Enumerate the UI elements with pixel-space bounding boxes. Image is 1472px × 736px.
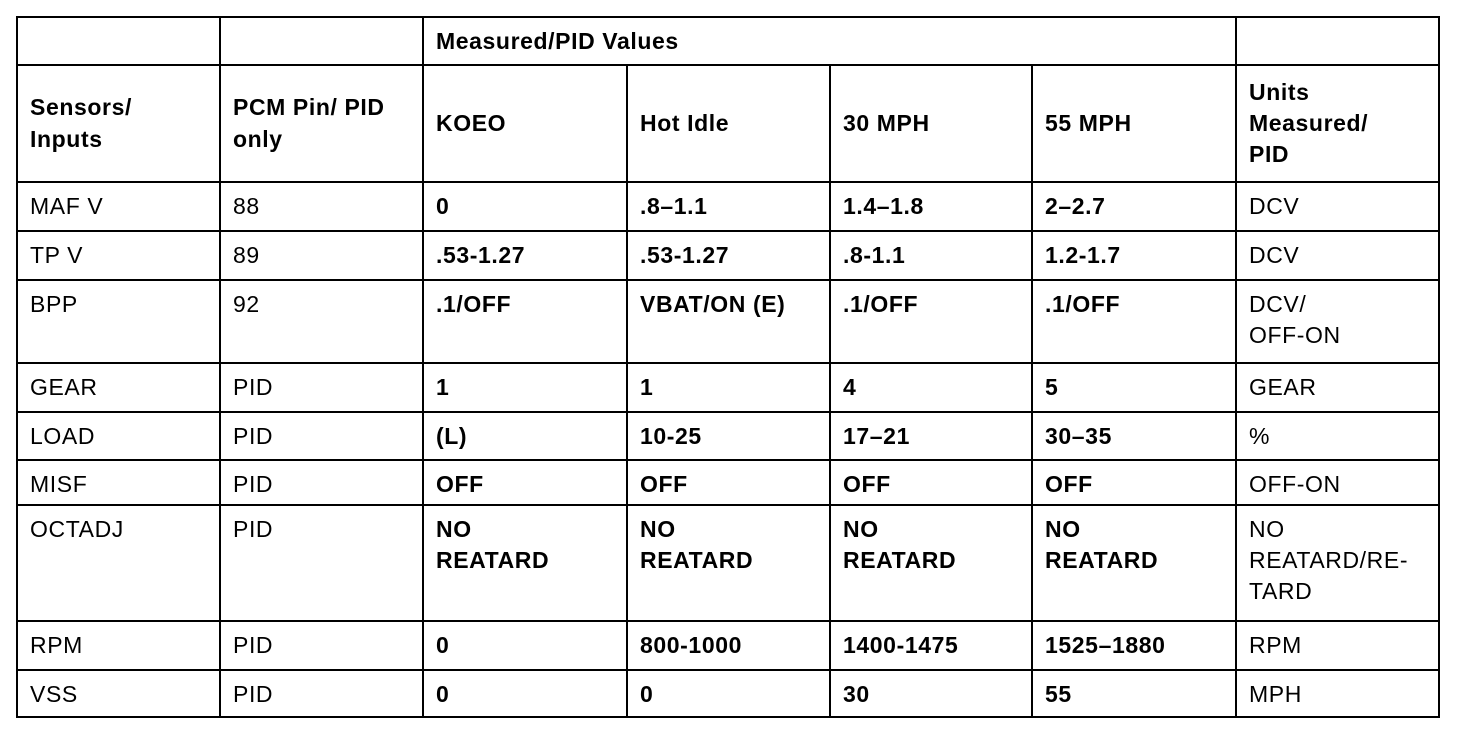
mph55-cell: OFF bbox=[1032, 460, 1236, 505]
hot-idle-cell: .53-1.27 bbox=[627, 231, 830, 280]
pin-cell: PID bbox=[220, 670, 423, 717]
mph55-cell: NO REATARD bbox=[1032, 505, 1236, 621]
header-sensors: Sensors/ Inputs bbox=[17, 65, 220, 182]
pin-cell: PID bbox=[220, 621, 423, 670]
hot-idle-cell: 0 bbox=[627, 670, 830, 717]
mph30-cell: .8-1.1 bbox=[830, 231, 1032, 280]
table-row bbox=[17, 182, 1439, 231]
mph55-cell: 30–35 bbox=[1032, 412, 1236, 460]
koeo-cell: OFF bbox=[423, 460, 627, 505]
koeo-cell: NO REATARD bbox=[423, 505, 627, 621]
pin-cell: 88 bbox=[220, 182, 423, 231]
sensor-cell: MAF V bbox=[17, 182, 220, 231]
hot-idle-cell: OFF bbox=[627, 460, 830, 505]
sensor-cell: OCTADJ bbox=[17, 505, 220, 621]
hot-idle-cell: 10-25 bbox=[627, 412, 830, 460]
hot-idle-cell: 800-1000 bbox=[627, 621, 830, 670]
table-row bbox=[17, 363, 1439, 412]
sensor-cell: LOAD bbox=[17, 412, 220, 460]
mph55-cell: 1.2-1.7 bbox=[1032, 231, 1236, 280]
mph30-cell: 1400-1475 bbox=[830, 621, 1032, 670]
table-row bbox=[17, 231, 1439, 280]
header-hot-idle: Hot Idle bbox=[627, 65, 830, 182]
table-row bbox=[17, 670, 1439, 717]
pin-cell: PID bbox=[220, 460, 423, 505]
mph30-cell: NO REATARD bbox=[830, 505, 1032, 621]
table-row bbox=[17, 621, 1439, 670]
header-blank-cell bbox=[17, 17, 220, 65]
units-cell: RPM bbox=[1236, 621, 1439, 670]
sensor-cell: BPP bbox=[17, 280, 220, 363]
pin-cell: 89 bbox=[220, 231, 423, 280]
sensor-values-table bbox=[16, 16, 1440, 718]
koeo-cell: 0 bbox=[423, 621, 627, 670]
pin-cell: PID bbox=[220, 363, 423, 412]
mph30-cell: 4 bbox=[830, 363, 1032, 412]
units-cell: DCV/ OFF-ON bbox=[1236, 280, 1439, 363]
units-cell: NO REATARD/RE- TARD bbox=[1236, 505, 1439, 621]
mph30-cell: .1/OFF bbox=[830, 280, 1032, 363]
measured-pid-values-header: Measured/PID Values bbox=[423, 17, 1236, 65]
group-header-row bbox=[17, 17, 1439, 65]
header-55-mph: 55 MPH bbox=[1032, 65, 1236, 182]
koeo-cell: 0 bbox=[423, 670, 627, 717]
mph55-cell: 55 bbox=[1032, 670, 1236, 717]
hot-idle-cell: VBAT/ON (E) bbox=[627, 280, 830, 363]
mph30-cell: OFF bbox=[830, 460, 1032, 505]
hot-idle-cell: 1 bbox=[627, 363, 830, 412]
koeo-cell: 0 bbox=[423, 182, 627, 231]
sensor-cell: RPM bbox=[17, 621, 220, 670]
pin-cell: 92 bbox=[220, 280, 423, 363]
sensor-cell: GEAR bbox=[17, 363, 220, 412]
table-row bbox=[17, 280, 1439, 363]
mph30-cell: 1.4–1.8 bbox=[830, 182, 1032, 231]
sensor-cell: MISF bbox=[17, 460, 220, 505]
table-row bbox=[17, 505, 1439, 621]
table-row bbox=[17, 412, 1439, 460]
table-row bbox=[17, 460, 1439, 505]
koeo-cell: 1 bbox=[423, 363, 627, 412]
sensor-cell: TP V bbox=[17, 231, 220, 280]
mph30-cell: 30 bbox=[830, 670, 1032, 717]
header-blank-cell bbox=[1236, 17, 1439, 65]
koeo-cell: .53-1.27 bbox=[423, 231, 627, 280]
units-cell: OFF-ON bbox=[1236, 460, 1439, 505]
units-cell: % bbox=[1236, 412, 1439, 460]
header-koeo: KOEO bbox=[423, 65, 627, 182]
mph55-cell: 2–2.7 bbox=[1032, 182, 1236, 231]
sensor-cell: VSS bbox=[17, 670, 220, 717]
units-cell: DCV bbox=[1236, 182, 1439, 231]
koeo-cell: .1/OFF bbox=[423, 280, 627, 363]
header-30-mph: 30 MPH bbox=[830, 65, 1032, 182]
koeo-cell: (L) bbox=[423, 412, 627, 460]
mph55-cell: 1525–1880 bbox=[1032, 621, 1236, 670]
units-cell: DCV bbox=[1236, 231, 1439, 280]
mph55-cell: 5 bbox=[1032, 363, 1236, 412]
hot-idle-cell: .8–1.1 bbox=[627, 182, 830, 231]
units-cell: GEAR bbox=[1236, 363, 1439, 412]
pin-cell: PID bbox=[220, 412, 423, 460]
units-cell: MPH bbox=[1236, 670, 1439, 717]
header-blank-cell bbox=[220, 17, 423, 65]
header-pcm-pin: PCM Pin/ PID only bbox=[220, 65, 423, 182]
pin-cell: PID bbox=[220, 505, 423, 621]
mph55-cell: .1/OFF bbox=[1032, 280, 1236, 363]
header-units: Units Measured/ PID bbox=[1236, 65, 1439, 182]
column-header-row bbox=[17, 65, 1439, 182]
mph30-cell: 17–21 bbox=[830, 412, 1032, 460]
hot-idle-cell: NO REATARD bbox=[627, 505, 830, 621]
